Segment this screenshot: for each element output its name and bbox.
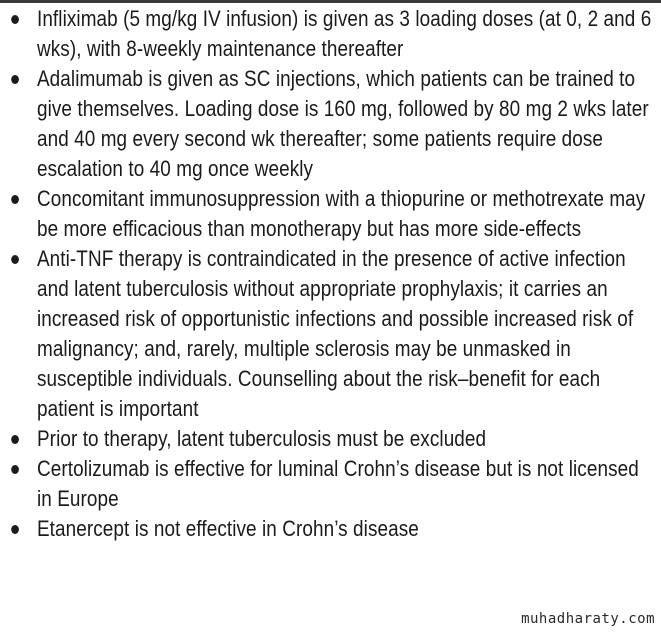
bullet-text: Adalimumab is given as SC injections, which patients can be trained to give themselves. Loading dose is 160 mg, followed by 80 mg 2 wks later and 40 mg every second wk thereafter; some patients require dose escalation to 40 mg once weekly [36, 66, 649, 181]
bullet-dot-icon [11, 195, 19, 204]
bullet-item [0, 64, 656, 184]
bullet-text: Concomitant immunosuppression with a thiopurine or methotrexate may be more efficacious than monotherapy but has more side-effects [36, 186, 646, 241]
bullet-text: Infliximab (5 mg/kg IV infusion) is given as 3 loading doses (at 0, 2 and 6 wks), with 8-weekly maintenance thereafter [36, 6, 652, 61]
bullet-item [0, 454, 656, 514]
bullet-text: Anti-TNF therapy is contraindicated in the presence of active infection and latent tuberculosis without appropriate prophylaxis; it carries an increased risk of opportunistic infections and possible increased risk of malignancy; and, rarely, multiple sclerosis may be unmasked in susceptible individuals. Counselling about the risk–benefit for each patient is important [36, 246, 634, 421]
bullet-dot-icon [11, 75, 19, 84]
bullet-item [0, 424, 656, 454]
watermark: muhadharaty.com [521, 611, 655, 627]
bullet-list [0, 4, 655, 544]
bullet-item [0, 514, 656, 544]
bullet-item [0, 4, 656, 64]
bullet-text: Etanercept is not effective in Crohn’s disease [36, 516, 419, 541]
bullet-item [0, 244, 656, 424]
bullet-dot-icon [11, 15, 19, 24]
bullet-dot-icon [11, 435, 19, 444]
bullet-text: Certolizumab is effective for luminal Crohn’s disease but is not licensed in Europe [36, 456, 639, 511]
bullet-dot-icon [11, 465, 19, 474]
top-divider [0, 0, 661, 3]
bullet-dot-icon [11, 255, 19, 264]
bullet-item [0, 184, 656, 244]
bullet-dot-icon [11, 525, 19, 534]
bullet-text: Prior to therapy, latent tuberculosis must be excluded [36, 426, 487, 451]
